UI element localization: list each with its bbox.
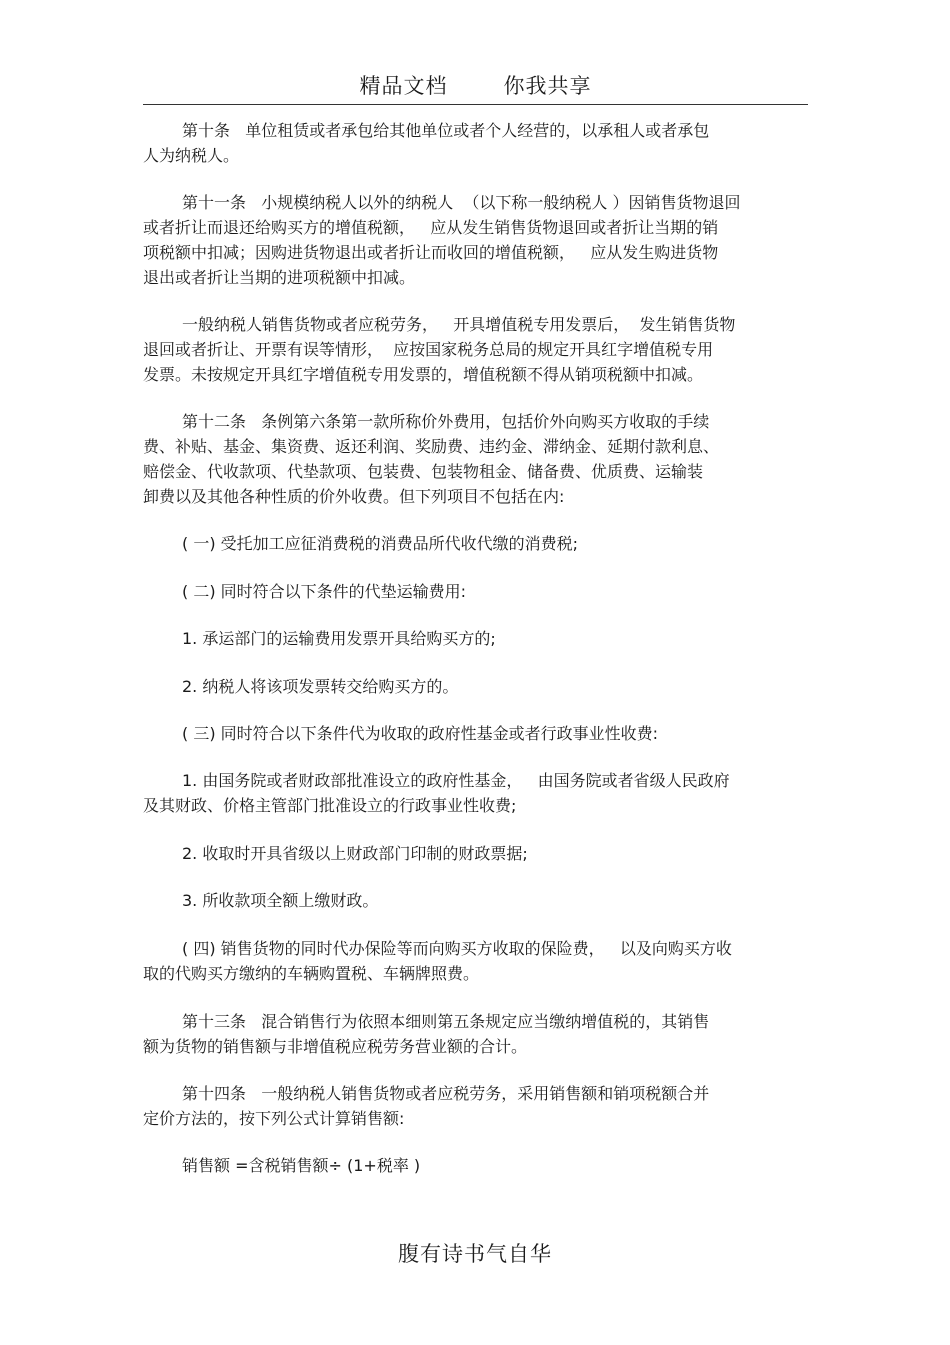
paragraph-line: 一般纳税人销售货物或者应税劳务， 开具增值税专用发票后， 发生销售货物 xyxy=(182,315,736,334)
paragraph-line: 退回或者折让、开票有误等情形， 应按国家税务总局的规定开具红字增值税专用 xyxy=(143,340,714,359)
paragraph-line: 2. 纳税人将该项发票转交给购买方的。 xyxy=(182,677,459,696)
paragraph-line: ( 二) 同时符合以下条件的代垫运输费用: xyxy=(182,582,467,601)
paragraph-item4 xyxy=(143,936,732,986)
paragraph-art10 xyxy=(143,118,709,168)
paragraph-line: ( 一) 受托加工应征消费税的消费品所代收代缴的消费税; xyxy=(182,534,579,553)
paragraph-item1 xyxy=(143,531,578,556)
paragraph-item3 xyxy=(143,721,658,746)
paragraph-line: 项税额中扣减；因购进货物退出或者折让而收回的增值税额， 应从发生购进货物 xyxy=(143,243,719,262)
paragraph-art11 xyxy=(143,190,741,290)
paragraph-line: 第十二条 条例第六条第一款所称价外费用，包括价外向购买方收取的手续 xyxy=(182,412,710,431)
paragraph-line: 定价方法的，按下列公式计算销售额: xyxy=(143,1109,405,1128)
paragraph-line: 人为纳税人。 xyxy=(143,146,240,165)
paragraph-line: ( 三) 同时符合以下条件代为收取的政府性基金或者行政事业性收费: xyxy=(182,724,659,743)
paragraph-line: 取的代购买方缴纳的车辆购置税、车辆牌照费。 xyxy=(143,964,480,983)
paragraph-art11b xyxy=(143,312,735,387)
paragraph-item2-2 xyxy=(143,674,458,699)
page-footer: 腹有诗书气自华 xyxy=(398,1242,552,1266)
paragraph-art14 xyxy=(143,1081,709,1131)
header-right-text: 你我共享 xyxy=(503,74,592,98)
paragraph-line: 1. 承运部门的运输费用发票开具给购买方的; xyxy=(182,629,496,648)
paragraph-line: 销售额 =含税销售额÷ (1+税率 ) xyxy=(182,1156,421,1175)
paragraph-line: 及其财政、价格主管部门批准设立的行政事业性收费; xyxy=(143,796,517,815)
page-header xyxy=(143,70,808,105)
paragraph-item2-1 xyxy=(143,626,496,651)
paragraph-line: 第十条 单位租赁或者承包给其他单位或者个人经营的，以承租人或者承包 xyxy=(182,121,710,140)
paragraph-line: 卸费以及其他各种性质的价外收费。但下列项目不包括在内: xyxy=(143,487,565,506)
paragraph-line: 第十四条 一般纳税人销售货物或者应税劳务，采用销售额和销项税额合并 xyxy=(182,1084,710,1103)
paragraph-item2 xyxy=(143,579,466,604)
paragraph-line: 费、补贴、基金、集资费、返还利润、奖励费、违约金、滞纳金、延期付款利息、 xyxy=(143,437,720,456)
paragraph-line: 额为货物的销售额与非增值税应税劳务营业额的合计。 xyxy=(143,1037,528,1056)
paragraph-art12 xyxy=(143,409,719,509)
paragraph-line: 2. 收取时开具省级以上财政部门印制的财政票据; xyxy=(182,844,528,863)
paragraph-line: 赔偿金、代收款项、代垫款项、包装费、包装物租金、储备费、优质费、运输装 xyxy=(143,462,704,481)
paragraph-item3-2 xyxy=(143,841,528,866)
header-left-text: 精品文档 xyxy=(359,74,448,98)
paragraph-line: 3. 所收款项全额上缴财政。 xyxy=(182,891,379,910)
paragraph-line: 第十一条 小规模纳税人以外的纳税人 （以下称一般纳税人 ）因销售货物退回 xyxy=(182,193,741,212)
paragraph-line: 第十三条 混合销售行为依照本细则第五条规定应当缴纳增值税的，其销售 xyxy=(182,1012,710,1031)
paragraph-line: 或者折让而退还给购买方的增值税额， 应从发生销售货物退回或者折让当期的销 xyxy=(143,218,719,237)
paragraph-item3-1 xyxy=(143,768,730,818)
paragraph-line: 发票。未按规定开具红字增值税专用发票的，增值税额不得从销项税额中扣减。 xyxy=(143,365,704,384)
paragraph-formula xyxy=(143,1153,420,1178)
paragraph-line: ( 四) 销售货物的同时代办保险等而向购买方收取的保险费， 以及向购买方收 xyxy=(182,939,732,958)
paragraph-line: 1. 由国务院或者财政部批准设立的政府性基金， 由国务院或者省级人民政府 xyxy=(182,771,730,790)
paragraph-line: 退出或者折让当期的进项税额中扣减。 xyxy=(143,268,416,287)
paragraph-art13 xyxy=(143,1009,709,1059)
paragraph-item3-3 xyxy=(143,888,378,913)
